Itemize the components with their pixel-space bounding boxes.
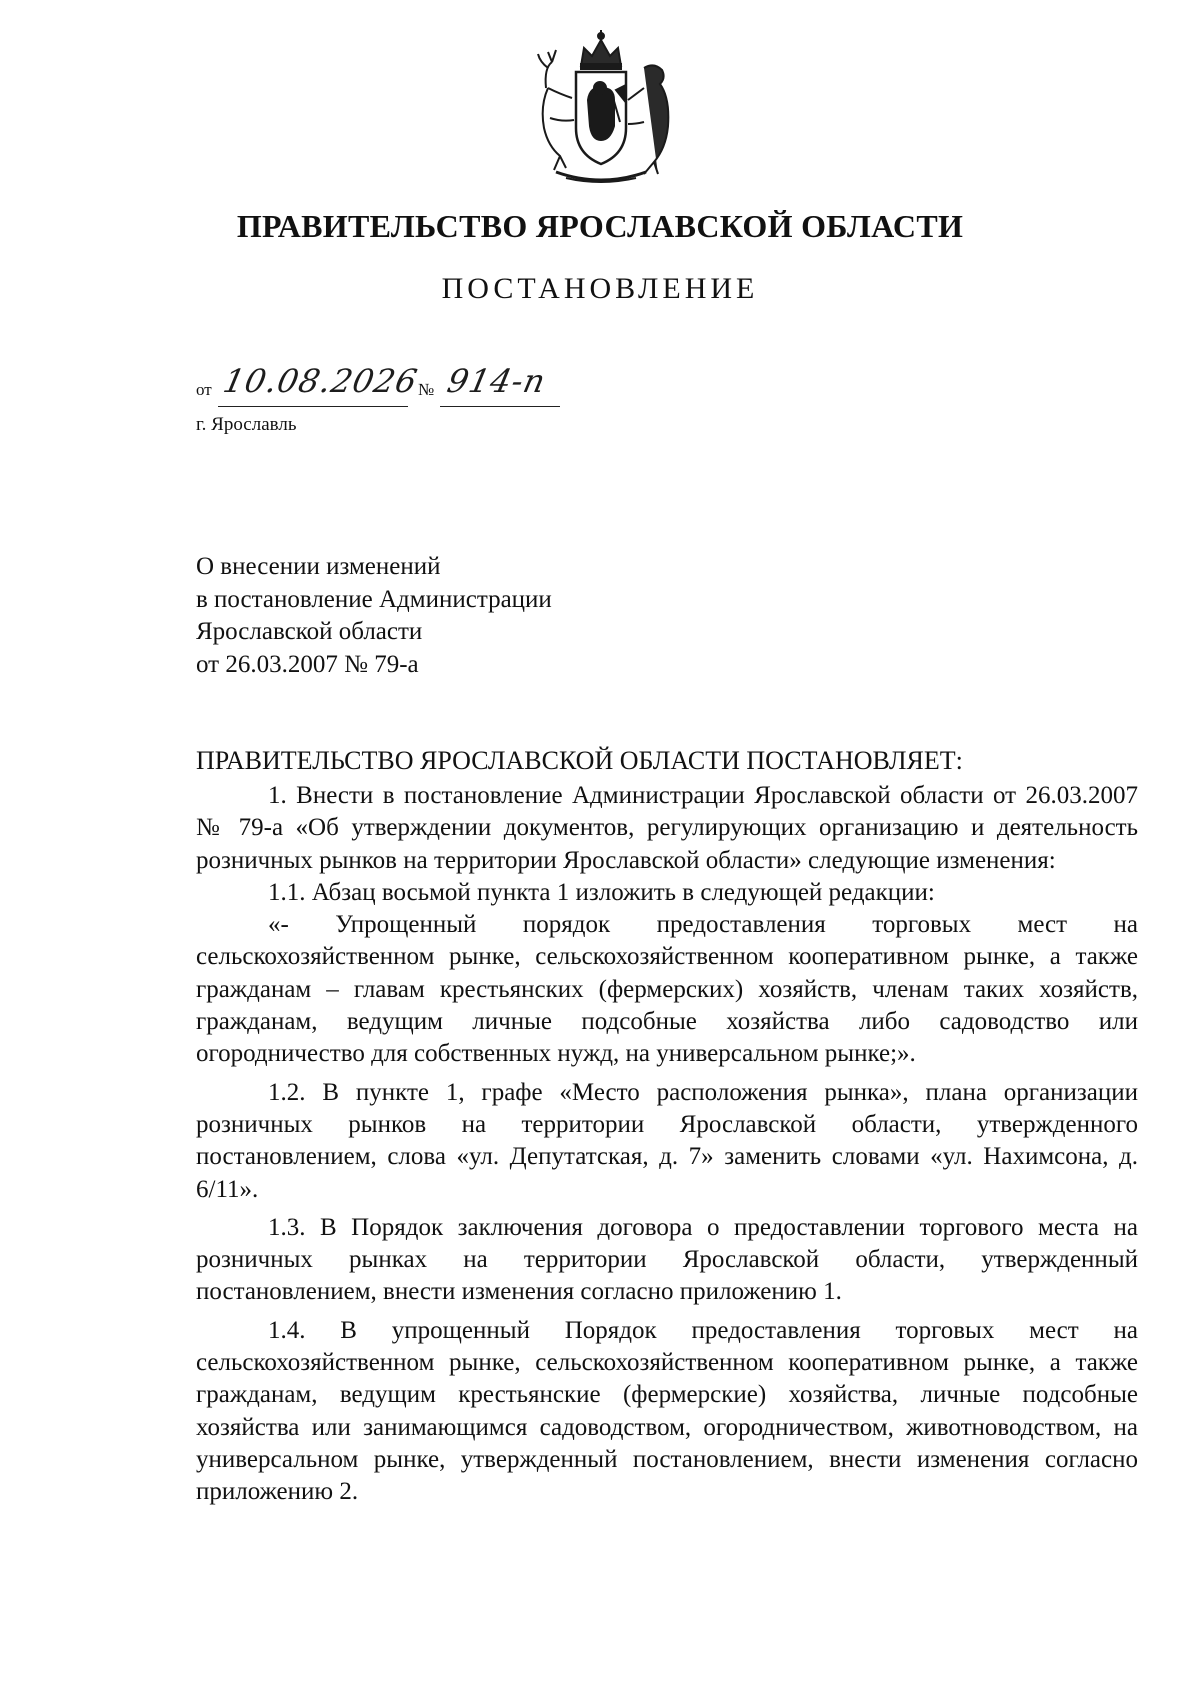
- document-body: [196, 780, 1138, 1509]
- paragraph: 1.4. В упрощенный Порядок предоставления торговых мест на сельскохозяйственном рынке, сельскохозяйственном кооперативном рынке, а также гражданам, ведущим крестьянские (фермерские) хозяйства, личные подсобные хозяйства или занимающимся садоводством, огородничеством, животноводством, на универсальном рынке, утвержденный постановлением, внести изменения согласно приложению 2.: [196, 1316, 1138, 1506]
- date-prefix: от: [196, 380, 212, 399]
- subject-block: [196, 551, 552, 681]
- paragraph: «- Упрощенный порядок предоставления торговых мест на сельскохозяйственном рынке, сельскохозяйственном кооперативном рынке, а также гражданам – главам крестьянских (фермерских) хозяйств, членам таких хозяйств, гражданам, ведущим личные подсобные хозяйства либо садоводство или огородничество для собственных нужд, на универсальном рынке;».: [196, 911, 1138, 1068]
- decree-heading: ПРАВИТЕЛЬСТВО ЯРОСЛАВСКОЙ ОБЛАСТИ ПОСТАНОВЛЯЕТ:: [196, 746, 963, 775]
- coat-of-arms-icon: [526, 28, 676, 186]
- paragraph: 1.3. В Порядок заключения договора о предоставлении торгового места на розничных рынках на территории Ярославской области, утвержденный постановлением, внести изменения согласно приложению 1.: [196, 1213, 1138, 1306]
- number-label: №: [418, 380, 435, 399]
- paragraph: 1. Внести в постановление Администрации Ярославской области от 26.03.2007 № 79-а «Об утверждении документов, регулирующих организацию и деятельность розничных рынков на территории Ярославской области» следующие изменения:: [196, 782, 1138, 874]
- subject-line: от 26.03.2007 № 79-а: [196, 650, 419, 678]
- document-type: ПОСТАНОВЛЕНИЕ: [441, 272, 759, 305]
- dateline: [196, 362, 576, 410]
- subject-line: в постановление Администрации: [196, 585, 552, 613]
- city: г. Ярославль: [196, 414, 297, 435]
- subject-line: О внесении изменений: [196, 553, 441, 580]
- paragraph: 1.2. В пункте 1, графе «Место расположения рынка», плана организации розничных рынков на территории Ярославской области, утвержденного постановлением, слова «ул. Депутатская, д. 7» заменить словами «ул. Нахимсона, д. 6/11».: [196, 1078, 1138, 1203]
- handwritten-number: 914-п: [443, 362, 550, 400]
- handwritten-date: 10.08.2026: [219, 362, 422, 400]
- organization-title: ПРАВИТЕЛЬСТВО ЯРОСЛАВСКОЙ ОБЛАСТИ: [236, 208, 964, 244]
- number-field: [440, 362, 560, 407]
- paragraph: 1.1. Абзац восьмой пункта 1 изложить в следующей редакции:: [268, 878, 935, 906]
- date-field: [218, 362, 422, 407]
- subject-line: Ярославской области: [196, 618, 423, 645]
